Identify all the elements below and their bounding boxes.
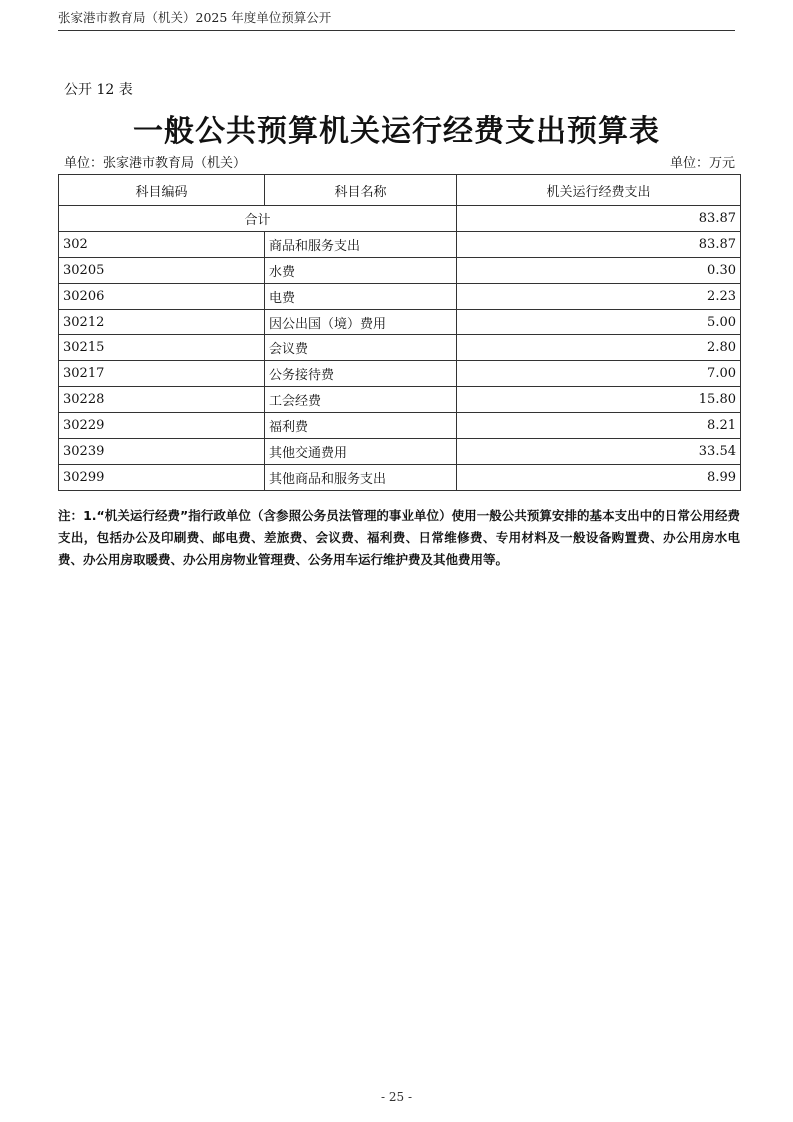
- total-amount: 83.87: [457, 206, 741, 232]
- subject-name: 福利费: [265, 413, 457, 439]
- page-title: 一般公共预算机关运行经费支出预算表: [133, 114, 660, 149]
- table-row: [59, 283, 741, 309]
- subject-name: 电费: [265, 283, 457, 309]
- header-divider: [58, 30, 735, 31]
- subject-name: 会议费: [265, 335, 457, 361]
- table-row: [59, 335, 741, 361]
- subject-name: 水费: [265, 257, 457, 283]
- subject-name: 因公出国（境）费用: [265, 309, 457, 335]
- subject-code: 30229: [59, 413, 265, 439]
- subject-code: 30206: [59, 283, 265, 309]
- table-row: [59, 231, 741, 257]
- amount: 83.87: [457, 231, 741, 257]
- amount: 0.30: [457, 257, 741, 283]
- subject-code: 30215: [59, 335, 265, 361]
- currency-unit: 单位：万元: [669, 156, 735, 171]
- table-row: [59, 464, 741, 490]
- subject-code: 30217: [59, 361, 265, 387]
- amount: 15.80: [457, 387, 741, 413]
- header-subject-code: 科目编码: [59, 175, 265, 206]
- amount: 2.23: [457, 283, 741, 309]
- total-label: 合计: [59, 206, 457, 232]
- amount: 2.80: [457, 335, 741, 361]
- table-row: [59, 257, 741, 283]
- table-row: [59, 309, 741, 335]
- table-number: 公开 12 表: [64, 82, 133, 98]
- subject-name: 商品和服务支出: [265, 231, 457, 257]
- table-row: [59, 413, 741, 439]
- total-row: [59, 206, 741, 232]
- table-row: [59, 387, 741, 413]
- budget-table: [58, 174, 741, 491]
- subject-code: 302: [59, 231, 265, 257]
- table-footnote: 注：1.“机关运行经费”指行政单位（含参照公务员法管理的事业单位）使用一般公共预算安排的基本支出中的日常公用经费支出，包括办公及印刷费、邮电费、差旅费、会议费、福利费、日常维修费、专用材料及一般设备购置费、办公用房水电费、办公用房取暖费、办公用房物业管理费、公务用车运行维护费及其他费用等。: [58, 508, 740, 567]
- subject-code: 30239: [59, 439, 265, 465]
- page-number: - 25 -: [380, 1090, 412, 1104]
- header-operating-expense: 机关运行经费支出: [457, 175, 741, 206]
- header-subject-name: 科目名称: [265, 175, 457, 206]
- amount: 7.00: [457, 361, 741, 387]
- amount: 8.99: [457, 464, 741, 490]
- amount: 33.54: [457, 439, 741, 465]
- table-row: [59, 439, 741, 465]
- subject-name: 其他交通费用: [265, 439, 457, 465]
- subject-name: 公务接待费: [265, 361, 457, 387]
- subject-code: 30228: [59, 387, 265, 413]
- amount: 8.21: [457, 413, 741, 439]
- subject-code: 30205: [59, 257, 265, 283]
- subject-code: 30299: [59, 464, 265, 490]
- table-header-row: [59, 175, 741, 206]
- table-row: [59, 361, 741, 387]
- subject-name: 其他商品和服务支出: [265, 464, 457, 490]
- subject-code: 30212: [59, 309, 265, 335]
- subject-name: 工会经费: [265, 387, 457, 413]
- document-header: 张家港市教育局（机关）2025 年度单位预算公开: [58, 10, 332, 25]
- amount: 5.00: [457, 309, 741, 335]
- reporting-unit: 单位：张家港市教育局（机关）: [64, 156, 247, 171]
